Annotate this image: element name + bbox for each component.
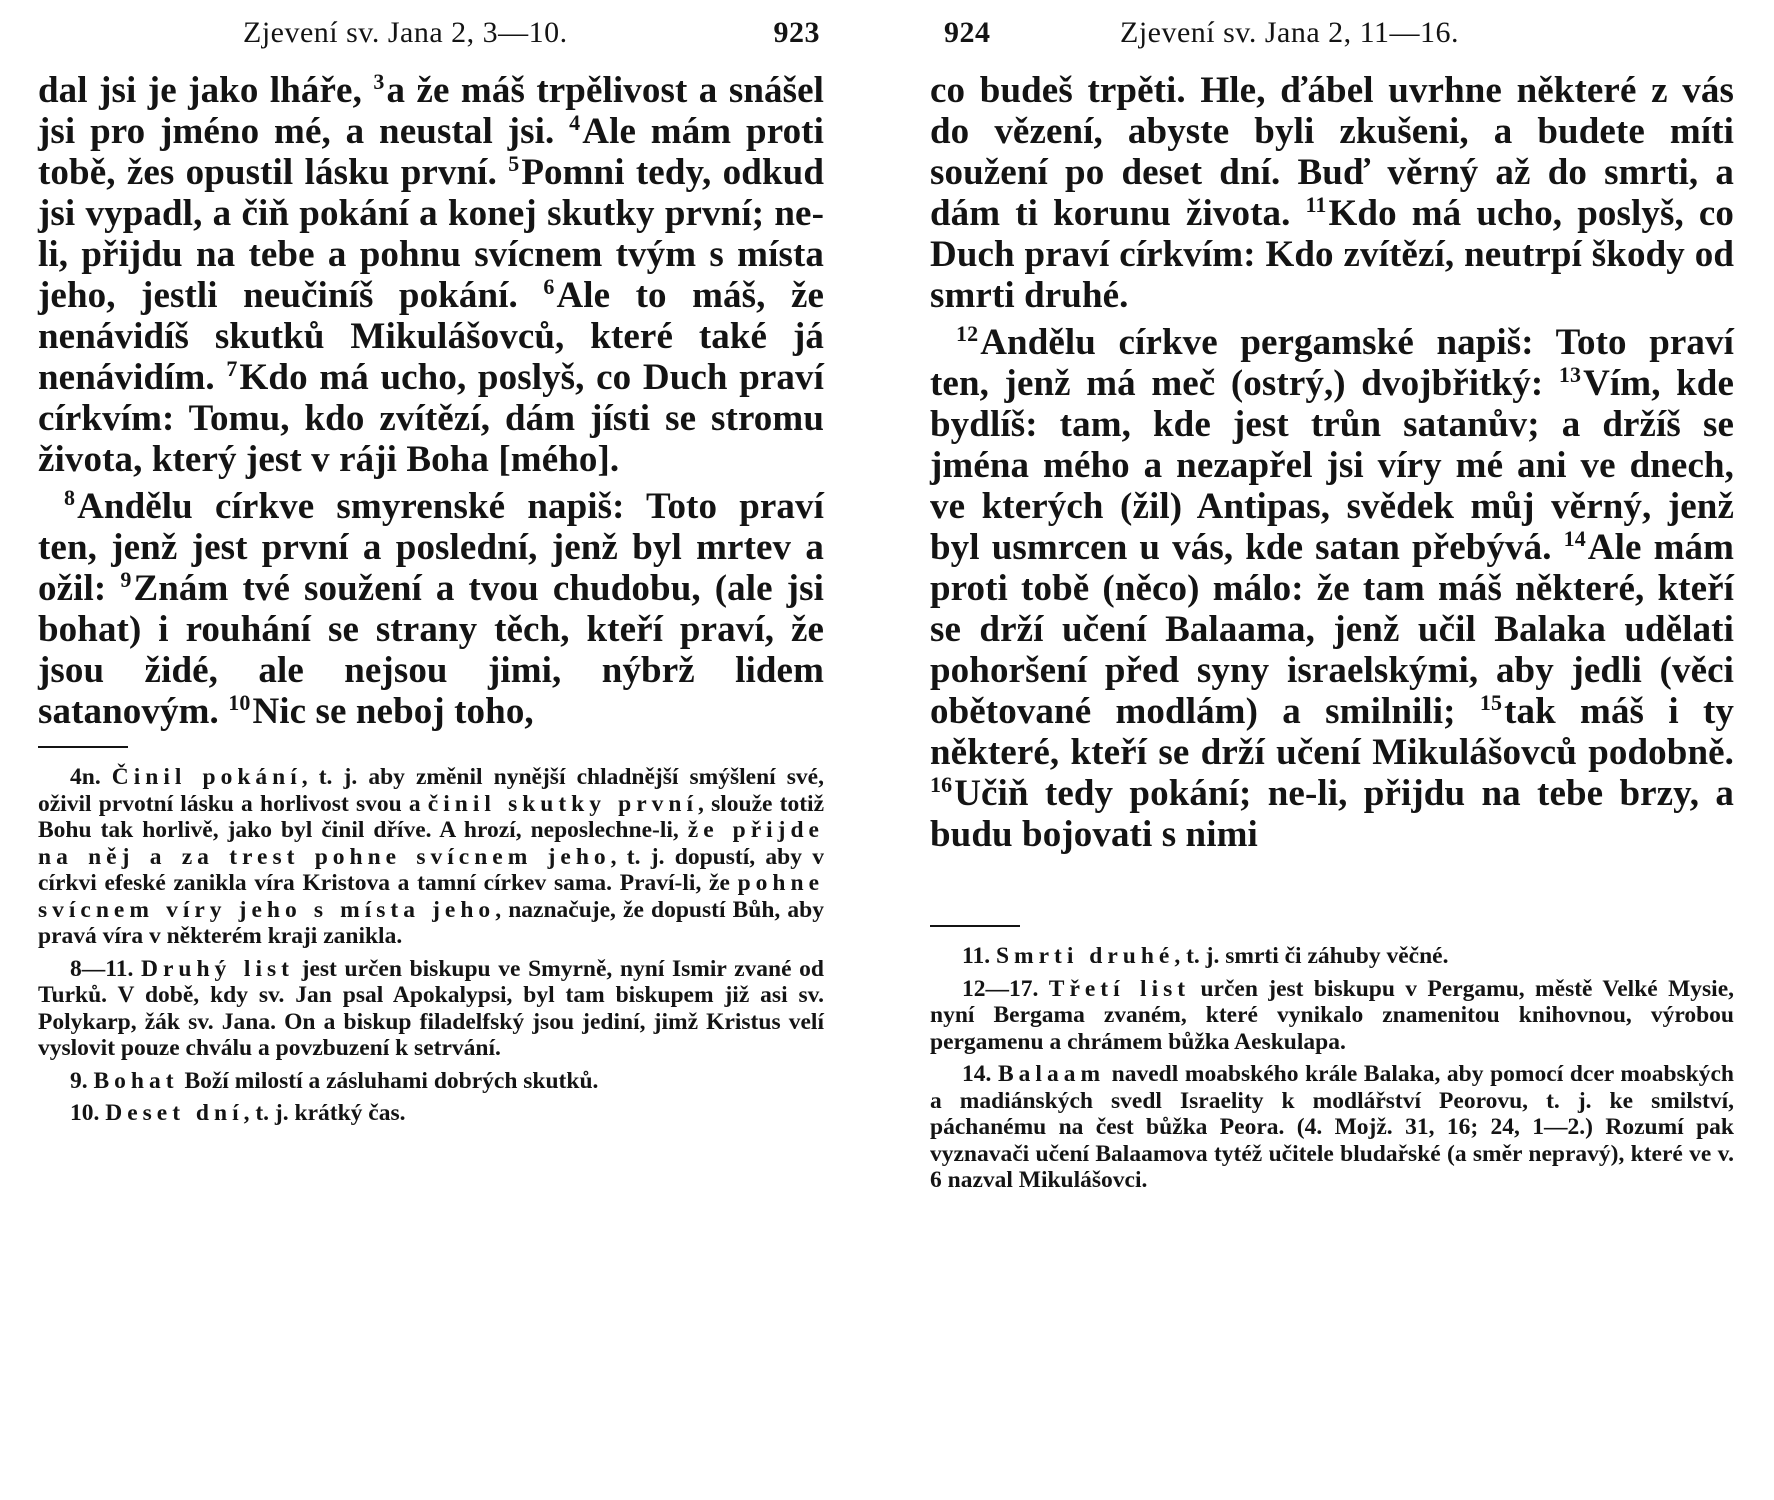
paragraph [38,70,824,480]
spaced-term: Druhý list [140,955,294,982]
text-run: Učiň tedy pokání; ne-li, přijdu na tebe brzy, a budu bojovati s nimi [930,773,1734,855]
verse-number: 6 [543,273,555,299]
verse-number: 12 [956,320,979,346]
text-run: 14. [962,1061,998,1087]
text-run: Andělu církve smyrenské napiš: Toto praví ten, jenž jest první a poslední, jenž byl mrtev a ožil: [38,486,824,609]
text-run: 9. [70,1067,94,1094]
text-run: navedl moabského krále Balaka, aby pomocí dcer moabských a madiánských svedl Israelity k modlářství Peorovu, t. j. ke smilství, páchanému na čest bůžka Peora. (4. Mojž. 31, 16; 24, 1—2.) Rozumí pak vyznavači učení Balaamova tytéž učitele bludařské (a směr nepravý), které ve v. 6 nazval Mikulášovci. [930,1061,1734,1193]
running-head [930,0,1734,70]
spaced-term: Činil pokání [111,764,302,790]
text-run: , naznačuje, že dopustí Bůh, aby pravá víra v některém kraji zanikla. [38,896,825,949]
spaced-term: Třetí list [1048,975,1191,1002]
verse-number: 4 [569,109,581,135]
text-run: Vím, kde bydlíš: tam, kde jest trůn satanův; a držíš se jména mého a nezapřel jsi víry mé ani ve dnech, ve kterých (žil) Antipas, svědek můj věrný, jenž byl usmrcen u vás, kde satan přebývá. [930,363,1734,568]
spaced-term: Smrti druhé [995,943,1175,969]
paragraph [38,486,824,732]
paragraph [930,322,1734,855]
running-title: Zjevení sv. Jana 2, 3—10. [243,16,568,49]
footnote [930,976,1734,1056]
text-run: a že máš trpělivost a snášel jsi pro jméno mé, a neustal jsi. [38,70,824,152]
text-run: tak máš i ty některé, kteří se drží učení Mikulášovců podobně. [930,691,1734,773]
footnote [38,764,824,950]
text-run: Ale mám proti tobě (něco) málo: že tam máš některé, kteří se drží učení Balaama, jenž učil Balaka udělati pohoršení před syny israelskými, aby jedli (věci obětované modlám) a smilnili; [930,527,1735,732]
verse-number: 5 [508,150,520,176]
verse-number: 13 [1558,361,1582,387]
text-run: , t. j. smrti či záhuby věčné. [1174,943,1449,969]
spaced-term: Bohat [93,1067,179,1094]
text-run: Pomni tedy, odkud jsi vypadl, a čiň pokání a konej skutky první; ne-li, přijdu na tebe a pohnu svícnem tvým s místa jeho, jestli neučiníš pokání. [38,152,824,316]
text-run: Nic se neboj toho, [252,691,534,732]
verse-number: 8 [64,484,76,510]
spaced-term: činil skutky první [427,790,699,817]
paragraph [930,70,1734,316]
text-run: , slouže totiž Bohu tak horlivě, jako byl činil dříve. A hrozí, neposlechne-li, [38,790,825,843]
spaced-term: Deset dní [105,1100,244,1126]
verse-number: 10 [228,689,251,715]
main-text [930,70,1734,855]
footnote [38,956,824,1062]
verse-number: 7 [226,355,238,381]
main-text [38,70,824,732]
text-run: 4n. [70,764,112,790]
spaced-term: Balaam [998,1061,1106,1087]
page-number: 923 [773,16,820,49]
running-title: Zjevení sv. Jana 2, 11—16. [1120,16,1460,49]
verse-number: 16 [930,771,953,797]
footnote-rule [38,746,128,748]
footnote [38,1068,824,1095]
footnotes [38,764,824,1127]
verse-number: 11 [1305,191,1327,217]
spaced-term: že přijde na něj a za trest pohne svícnem jeho [38,817,824,870]
text-run: , t. j. krátký čas. [243,1100,406,1126]
text-run: dal jsi je jako lháře, [38,70,374,111]
text-run: Ale to máš, že nenávidíš skutků Mikulášovců, které také já nenávidím. [38,275,824,398]
verse-number: 3 [373,68,385,94]
spaced-term: pohne svícnem víry jeho s místa jeho [38,870,824,923]
verse-number: 15 [1479,689,1503,715]
right-page [900,0,1760,1500]
text-run: , t. j. dopustí, aby v církvi efeské zanikla víra Kristova a tamní církev sama. Praví-li, že [38,843,824,896]
footnotes [930,943,1734,1194]
text-run: Znám tvé soužení a tvou chudobu, (ale jsi bohat) i rouhání se strany těch, kteří praví, že jsou židé, ale nejsou jimi, nýbrž lidem satanovým. [38,568,824,732]
text-run: Ale mám proti tobě, žes opustil lásku první. [38,111,824,193]
text-run: 11. [962,943,996,969]
text-run: 10. [70,1100,106,1126]
text-run: , t. j. aby změnil nynější chladnější smýšlení své, oživil prvotní lásku a horlivost svou a [38,764,824,817]
running-head [38,0,824,70]
verse-number: 14 [1563,525,1586,551]
text-run: 8—11. [70,955,141,982]
text-run: Kdo má ucho, poslyš, co Duch praví církvím: Kdo zvítězí, neutrpí škody od smrti druhé. [930,193,1734,316]
page-number: 924 [944,16,991,49]
left-page [0,0,850,1500]
text-run: Andělu církve pergamské napiš: Toto praví ten, jenž má meč (ostrý,) dvojbřitký: [930,322,1734,404]
footnote [930,943,1734,970]
footnote [930,1061,1734,1194]
text-run: 12—17. [962,975,1049,1002]
verse-number: 9 [120,566,132,592]
footnote-rule [930,925,1020,927]
text-run: co budeš trpěti. Hle, ďábel uvrhne některé z vás do vězení, abyste byli zkušeni, a budete míti soužení po deset dní. Buď věrný až do smrti, a dám ti korunu života. [930,70,1734,234]
footnote [38,1100,824,1127]
text-run: Boží milostí a zásluhami dobrých skutků. [178,1067,599,1094]
text-run: jest určen biskupu ve Smyrně, nyní Ismir zvané od Turků. V době, kdy sv. Jan psal Apokalypsi, byl tam biskupem již asi sv. Polykarp, žák sv. Jana. On a biskup filadelfský jsou jediní, jimž Kristus velí vyslovit pouze chválu a povzbuzení k setrvání. [38,955,824,1061]
text-run: Kdo má ucho, poslyš, co Duch praví církvím: Tomu, kdo zvítězí, dám jísti se stromu života, který jest v ráji Boha [mého]. [38,357,825,480]
text-run: určen jest biskupu v Pergamu, městě Velké Mysie, nyní Bergama zvaném, které vynikalo znamenitou knihovnou, výrobou pergamenu a chrámem bůžka Aeskulapa. [930,975,1734,1055]
